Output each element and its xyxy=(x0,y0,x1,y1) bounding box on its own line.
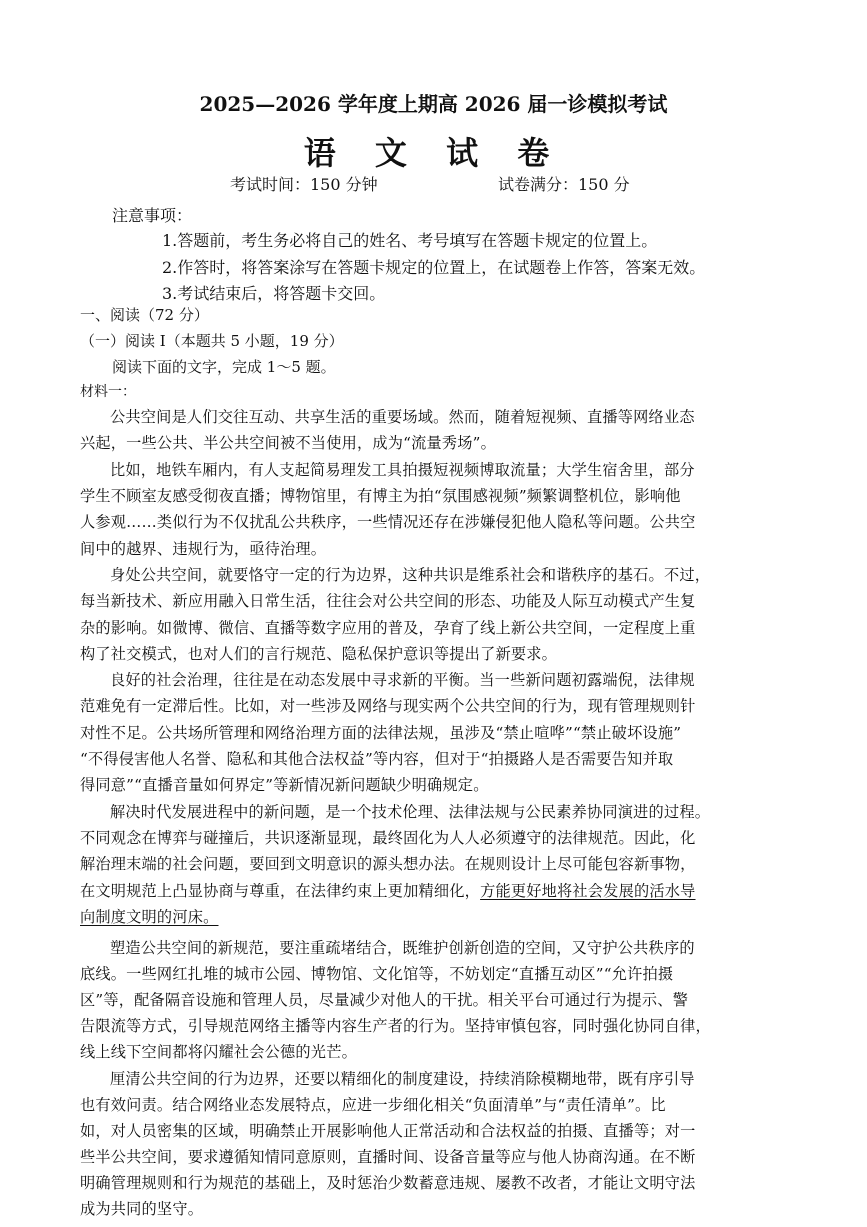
passage-line: 解治理末端的社会问题，要回到文明意识的源头想办法。在规则设计上尽可能包容新事物， xyxy=(80,855,696,873)
passage-line: 解决时代发展进程中的新问题，是一个技术伦理、法律法规与公民素养协同演进的过程。 xyxy=(110,803,711,821)
exam-title: 2025—2026 学年度上期高 2026 届一诊模拟考试 xyxy=(199,92,668,116)
passage-line: 底线。一些网红扎堆的城市公园、博物馆、文化馆等，不妨划定“直播互动区”“允许拍摄 xyxy=(80,965,674,983)
passage-line: 每当新技术、新应用融入日常生活，往往会对公共空间的形态、功能及人际互动模式产生复 xyxy=(80,592,696,610)
notice-item: 1.答题前，考生务必将自己的姓名、考号填写在答题卡规定的位置上。 xyxy=(162,231,658,250)
passage-line: 如，对人员密集的区域，明确禁止开展影响他人正常活动和合法权益的拍摄、直播等；对一 xyxy=(80,1122,696,1140)
passage-line: 不同观念在博弈与碰撞后，共识逐渐显现，最终固化为人人必须遵守的法律规范。因此，化 xyxy=(80,829,696,847)
passage-line: 厘清公共空间的行为边界，还要以精细化的制度建设，持续消除模糊地带，既有序引导 xyxy=(110,1070,695,1088)
passage-line: 比如，地铁车厢内，有人支起简易理发工具拍摄短视频博取流量；大学生宿舍里，部分 xyxy=(110,461,695,479)
passage-line: 些半公共空间，要求遵循知情同意原则，直播时间、设备音量等应与他人协商沟通。在不断 xyxy=(80,1148,696,1166)
passage-line: 学生不顾室友感受彻夜直播；博物馆里，有博主为拍“氛围感视频”频繁调整机位，影响他 xyxy=(80,487,681,505)
passage-line: 塑造公共空间的新规范，要注重疏堵结合，既维护创新创造的空间，又守护公共秩序的 xyxy=(110,939,695,957)
material-label: 材料一： xyxy=(80,384,136,400)
passage-line: 区”等，配备隔音设施和管理人员，尽量减少对他人的干扰。相关平台可通过行为提示、警 xyxy=(80,991,689,1009)
passage-line: 人参观……类似行为不仅扰乱公共秩序，一些情况还存在涉嫌侵犯他人隐私等问题。公共空 xyxy=(80,513,696,531)
passage-line: 对性不足。公共场所管理和网络治理方面的法律法规，虽涉及“禁止喧哗”“禁止破坏设施” xyxy=(80,724,682,742)
passage-line: 身处公共空间，就要恪守一定的行为边界，这种共识是维系社会和谐秩序的基石。不过， xyxy=(110,566,711,584)
passage-line: 明确管理规则和行为规范的基础上，及时惩治少数蓄意违规、屡教不改者，才能让文明守法 xyxy=(80,1174,696,1192)
passage-line: 公共空间是人们交往互动、共享生活的重要场域。然而，随着短视频、直播等网络业态 xyxy=(110,408,695,426)
exam-score: 试卷满分：150 分 xyxy=(498,175,630,194)
passage-line: 范难免有一定滞后性。比如，对一些涉及网络与现实两个公共空间的行为，现有管理规则针 xyxy=(80,697,696,715)
notice-item: 2.作答时，将答案涂写在答题卡规定的位置上，在试题卷上作答，答案无效。 xyxy=(162,258,706,277)
passage-line: 得同意”“直播音量如何界定”等新情况新问题缺少明确规定。 xyxy=(80,776,489,794)
passage-line: 线上线下空间都将闪耀社会公德的光芒。 xyxy=(80,1043,357,1061)
exam-time: 考试时间：150 分钟 xyxy=(230,175,378,194)
underlined-sentence: 向制度文明的河床。 xyxy=(80,908,219,926)
passage-line: 杂的影响。如微博、微信、直播等数字应用的普及，孕育了线上新公共空间，一定程度上重 xyxy=(80,619,696,637)
reading-instruction: 阅读下面的文字，完成 1～5 题。 xyxy=(112,358,336,376)
passage-line: 兴起，一些公共、半公共空间被不当使用，成为“流量秀场”。 xyxy=(80,434,497,452)
passage-line: 间中的越界、违规行为，亟待治理。 xyxy=(80,540,327,558)
passage-line xyxy=(80,906,790,927)
underlined-sentence: 方能更好地将社会发展的活水导 xyxy=(480,882,696,900)
passage-line: 告限流等方式，引导规范网络主播等内容生产者的行为。坚持审慎包容，同时强化协同自律， xyxy=(80,1017,711,1035)
passage-line: 也有效问责。结合网络业态发展特点，应进一步细化相关“负面清单”与“责任清单”。比 xyxy=(80,1096,666,1114)
passage-line: “不得侵害他人名誉、隐私和其他合法权益”等内容，但对于“拍摄路人是否需要告知并取 xyxy=(80,750,674,768)
passage-line: 良好的社会治理，往往是在动态发展中寻求新的平衡。当一些新问题初露端倪，法律规 xyxy=(110,671,695,689)
subject-title: 语 文 试 卷 xyxy=(303,134,564,172)
subsection-title: （一）阅读 I（本题共 5 小题，19 分） xyxy=(80,332,344,350)
section-title: 一、阅读（72 分） xyxy=(80,306,209,324)
notice-item: 3.考试结束后，将答题卡交回。 xyxy=(162,284,386,303)
passage-line xyxy=(80,880,790,901)
passage-line: 成为共同的坚守。 xyxy=(80,1200,204,1218)
passage-line: 构了社交模式，也对人们的言行规范、隐私保护意识等提出了新要求。 xyxy=(80,645,558,663)
passage-text: 在文明规范上凸显协商与尊重，在法律约束上更加精细化， xyxy=(80,882,481,900)
notice-heading: 注意事项： xyxy=(112,206,193,225)
